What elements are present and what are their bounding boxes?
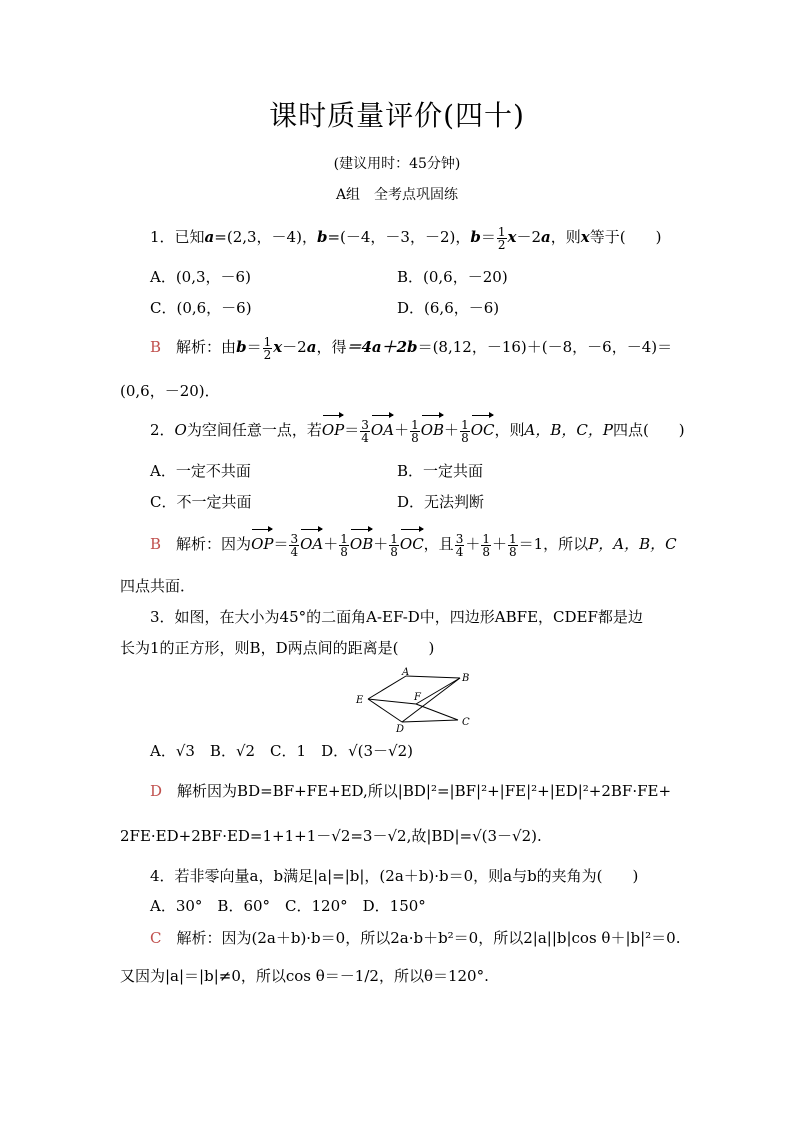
page-title: 课时质量评价(四十) xyxy=(269,99,525,132)
q2-option-b: B．一定共面 xyxy=(397,462,484,480)
q4-solution-line2: 又因为|a|＝|b|≠0，所以cos θ＝－1/2，所以θ＝120°. xyxy=(120,967,489,985)
q2-option-c: C．不一定共面 xyxy=(150,493,252,511)
q4-solution: C 解析：因为(2a＋b)·b＝0，所以2a·b＋b²＝0，所以2|a||b|cos θ＋|b|²＝0. xyxy=(150,929,681,947)
q3-stem-line2: 长为1的正方形，则B，D两点间的距离是( ) xyxy=(120,639,435,657)
q1-stem: 1．已知a=(2,3，－4)，b=(－4，－3，－2)，b＝ $\frac{1}{2}$ x－2a，则x等于( ) xyxy=(150,224,662,252)
q3-stem-line1: 3．如图，在大小为45°的二面角A-EF-D中，四边形ABFE，CDEF都是边 xyxy=(150,608,643,626)
figure-label-f: F xyxy=(414,692,421,703)
q1-option-a: A．(0,3，－6) xyxy=(150,268,251,286)
figure-label-b: B xyxy=(462,673,470,684)
q1-option-c: C．(0,6，－6) xyxy=(150,299,252,317)
figure-label-e: E xyxy=(356,695,364,706)
q2-option-d: D．无法判断 xyxy=(397,493,485,511)
q3-solution-line2: 2FE·ED+2BF·ED=1+1+1－√2=3－√2,故|BD|=√(3－√2). xyxy=(120,827,542,845)
q3-solution: D 解析因为BD=BF+FE+ED,所以|BD|²=|BF|²+|FE|²+|ED|²+2BF·FE+ xyxy=(150,782,672,800)
q4-answer: C xyxy=(150,929,162,947)
q3-answer: D xyxy=(150,782,163,800)
q1-solution: B 解析：由b＝ $\frac{1}{2}$ x－2a，得＝4a＋2b＝(8,12，－16)＋(－8，－6，－4)＝ xyxy=(150,334,673,362)
q4-stem: 4．若非零向量a，b满足|a|=|b|，(2a＋b)·b＝0，则a与b的夹角为( ) xyxy=(150,867,639,885)
q2-stem: 2．O为空间任意一点，若OP＝ $\frac{3}{4}$ OA＋ $\frac{1}{8}$ OB＋ $\frac{1}{8}$ OC，则A，B，C，P四点( ) xyxy=(150,417,685,445)
q3-options: A．√3 B．√2 C．1 D．√(3－√2) xyxy=(150,742,414,760)
figure-label-a: A xyxy=(402,667,410,678)
q1-solution-line2: (0,6，－20)． xyxy=(120,382,220,400)
q4-options: A．30° B．60° C．120° D．150° xyxy=(150,897,426,915)
q1-answer: B xyxy=(150,338,162,356)
q2-option-a: A．一定不共面 xyxy=(150,462,251,480)
q1-option-b: B．(0,6，－20) xyxy=(397,268,508,286)
figure-label-d: D xyxy=(396,724,405,735)
q2-solution: B 解析：因为OP＝ $\frac{3}{4}$ OA＋ $\frac{1}{8}$ OB＋ $\frac{1}{8}$ OC，且 $\frac{3}{4}$ ＋ $\frac{1}{8}$ ＋ $\frac{1}{8}$ ＝1，所以P，A，B，C xyxy=(150,531,677,559)
time-note: (建议用时：45分钟) xyxy=(333,156,461,172)
figure-label-c: C xyxy=(462,717,470,728)
group-heading: A组 全考点巩固练 xyxy=(335,187,459,203)
dihedral-figure xyxy=(350,666,480,736)
q2-solution-line2: 四点共面． xyxy=(120,577,196,595)
q1-option-d: D．(6,6，－6) xyxy=(397,299,500,317)
q2-answer: B xyxy=(150,535,162,553)
